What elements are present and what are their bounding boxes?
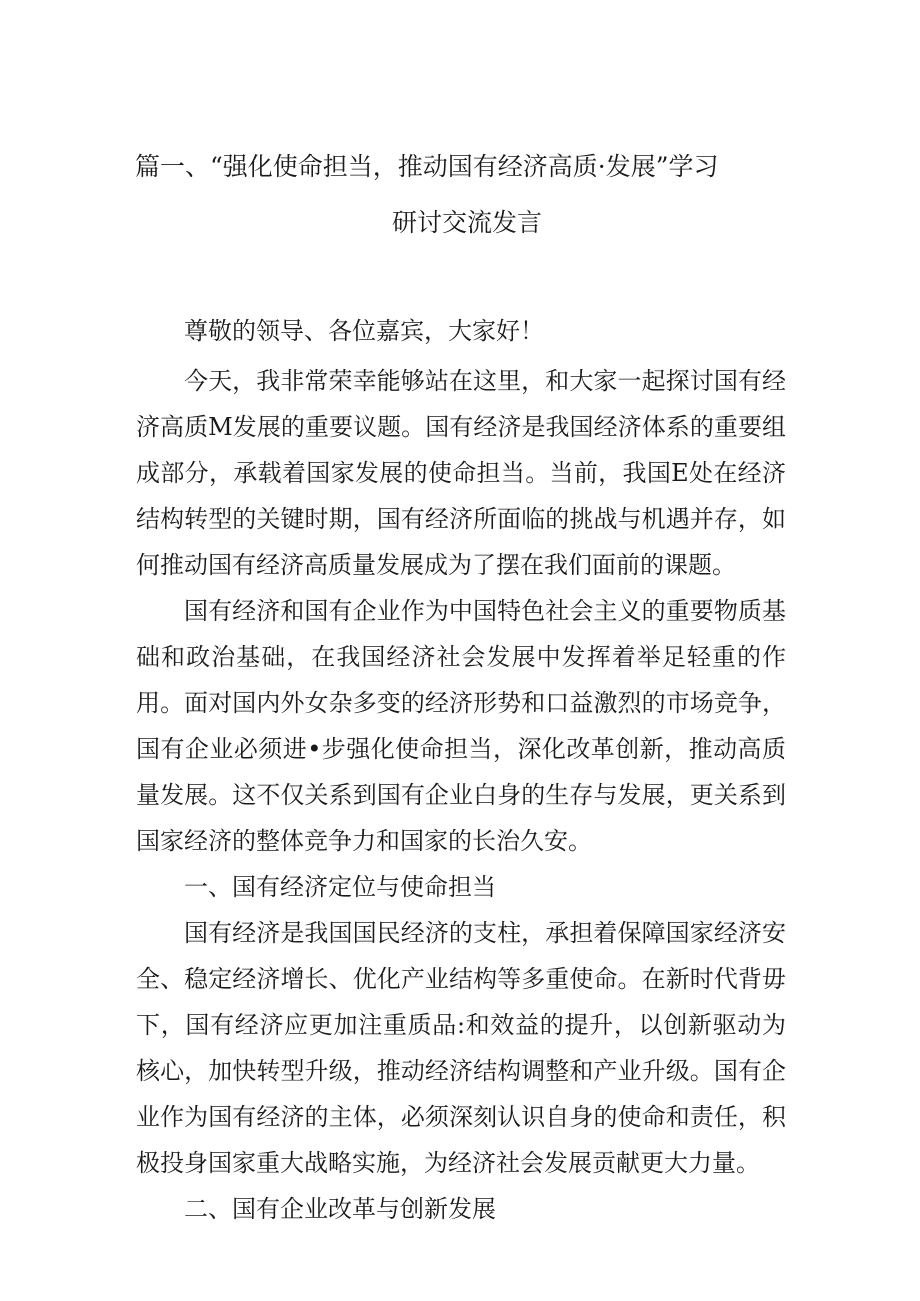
body-paragraph: 今天，我非常荣幸能够站在这里，和大家一起探讨国有经济高质M发展的重要议题。国有经济是我国经济体系的重要组成部分，承载着国家发展的使命担当。当前，我国E处在经济结构转型的关键时期，国有经济所面临的挑战与机遇并存，如何推动国有经济高质量发展成为了摆在我们面前的课题。 — [136, 367, 786, 579]
document-body — [136, 308, 786, 1232]
section-heading: 二、国有企业改革与创新发展 — [184, 1195, 496, 1223]
body-paragraph: 国有经济是我国国民经济的支柱，承担着保障国家经济安全、稳定经济增长、优化产业结构等多重使命。在新时代背毋下，国有经济应更加注重质品:和效益的提升，以创新驱动为核心，加快转型升级，推动经济结构调整和产业升级。国有企业作为国有经济的主体，必须深刻认识自身的使命和责任，积极投身国家重大战略实施，为经济社会发展贡献更大力量。 — [136, 919, 786, 1177]
document-title-line-2: 研讨交流发言 — [392, 208, 543, 237]
greeting-paragraph: 尊敬的领导、各位嘉宾，大家好！ — [184, 317, 544, 345]
body-paragraph: 国有经济和国有企业作为中国特色社会主义的重要物质基础和政治基础，在我国经济社会发展中发挥着举足轻重的作用。面对国内外女杂多变的经济形势和口益激烈的市场竞争，国有企业必须进•步强化使命担当，深化改革创新，推动高质量发展。这不仅关系到国有企业白身的生存与发展，更关系到国家经济的整体竞争力和国家的长治久安。 — [136, 597, 786, 855]
document-title-line-1: 篇一、“强化使命担当，推动国有经济高质·发展”学习 — [135, 152, 719, 181]
section-heading: 一、国有经济定位与使命担当 — [184, 873, 496, 901]
